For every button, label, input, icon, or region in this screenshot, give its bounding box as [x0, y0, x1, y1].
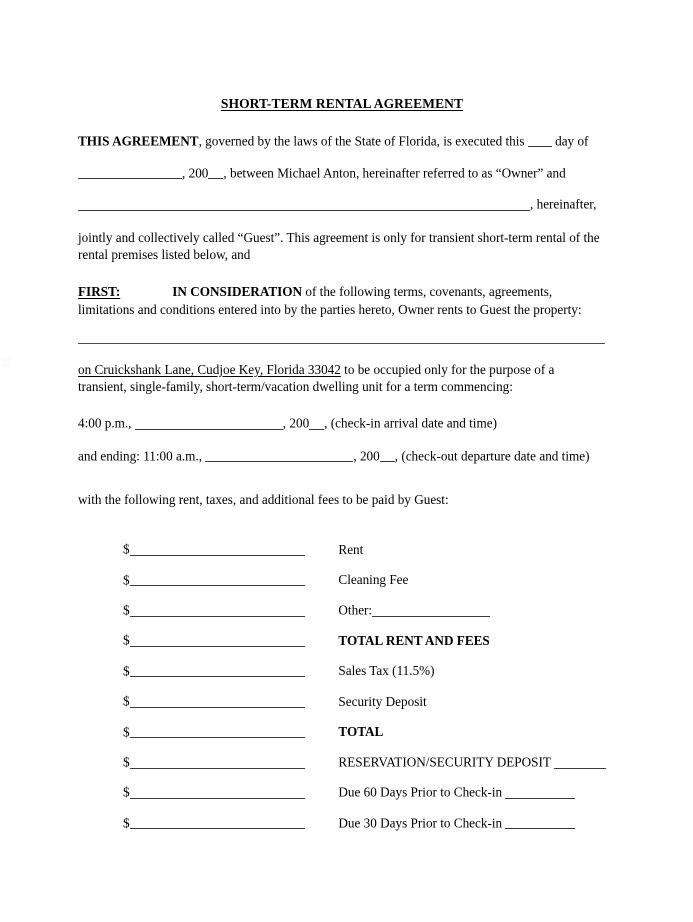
- checkout-mid: , 200: [353, 448, 380, 464]
- first-clause-label: FIRST:: [78, 284, 121, 300]
- fee-amount-wrap: [123, 542, 338, 556]
- checkin-line: [78, 416, 606, 430]
- checkin-date-blank-field[interactable]: [135, 416, 283, 430]
- fee-table-row: [78, 799, 606, 829]
- fee-label: Security Deposit: [338, 693, 427, 709]
- fee-amount-blank-field[interactable]: [130, 694, 305, 708]
- fee-table-body: [78, 526, 606, 830]
- fee-amount-wrap: [123, 603, 338, 617]
- checkout-line: [78, 449, 606, 463]
- fee-label-cell: [338, 738, 606, 768]
- checkout-prefix: and ending: 11:00 a.m.,: [78, 448, 206, 464]
- fee-label: Due 60 Days Prior to Check-in: [338, 784, 506, 800]
- intro-line-1-text-a: , governed by the laws of the State of Florida, is executed this: [198, 133, 528, 149]
- property-usage-text: to be occupied only for the purpose of a transient, single-family, short-term/vacation dwelling unit for a term commencing:: [78, 361, 555, 394]
- fee-label: Rent: [338, 541, 364, 557]
- fee-label-cell: [338, 769, 606, 799]
- fee-label-cell: [338, 556, 606, 586]
- intro-line-3-text: , hereinafter,: [530, 196, 597, 212]
- currency-symbol: $: [123, 724, 130, 740]
- first-clause-body: of the following terms, covenants, agreements, limitations and conditions entered into by the parties hereto, Owner rents to Guest the property:: [78, 284, 582, 317]
- fee-amount-wrap: [123, 633, 338, 647]
- fee-label: TOTAL RENT AND FEES: [338, 632, 490, 648]
- page-title-text: SHORT-TERM RENTAL AGREEMENT: [220, 96, 464, 111]
- fee-amount-wrap: [123, 694, 338, 708]
- fee-amount-cell: [78, 586, 338, 616]
- fee-amount-blank-field[interactable]: [130, 725, 305, 739]
- fee-amount-blank-field[interactable]: [130, 542, 305, 556]
- intro-line-1-text-b: day of: [551, 133, 589, 149]
- checkout-year-blank-field[interactable]: [380, 449, 395, 463]
- fee-amount-blank-field[interactable]: [130, 785, 305, 799]
- fee-table-row: [78, 586, 606, 616]
- fee-label: Cleaning Fee: [338, 572, 409, 588]
- currency-symbol: $: [123, 541, 130, 557]
- intro-line-2-text-b: , between Michael Anton, hereinafter referred to as “Owner” and: [223, 165, 566, 181]
- fee-amount-blank-field[interactable]: [130, 633, 305, 647]
- guest-definition-paragraph: jointly and collectively called “Guest”. This agreement is only for transient short-term rental of the rental premises listed below, and: [78, 230, 600, 263]
- currency-symbol: $: [123, 572, 130, 588]
- currency-symbol: $: [123, 815, 130, 831]
- currency-symbol: $: [123, 754, 130, 770]
- currency-symbol: $: [123, 784, 130, 800]
- currency-symbol: $: [123, 663, 130, 679]
- currency-symbol: $: [123, 632, 130, 648]
- fee-amount-cell: [78, 708, 338, 738]
- fee-amount-wrap: [123, 664, 338, 678]
- in-consideration-label: IN CONSIDERATION: [172, 284, 303, 300]
- fee-label-blank-field[interactable]: [372, 603, 490, 617]
- property-paragraph: [78, 361, 606, 395]
- fee-label: Other:: [338, 602, 373, 618]
- year-blank-field[interactable]: [208, 166, 223, 180]
- fee-amount-wrap: [123, 573, 338, 587]
- fee-label-cell: [338, 647, 606, 677]
- fee-amount-cell: [78, 647, 338, 677]
- fee-table-row: [78, 678, 606, 708]
- fee-label: TOTAL: [338, 724, 384, 740]
- fee-amount-wrap: [123, 755, 338, 769]
- fee-amount-cell: [78, 526, 338, 556]
- document-body: [78, 0, 606, 830]
- fee-label-cell: [338, 708, 606, 738]
- checkin-prefix: 4:00 p.m.,: [78, 415, 135, 431]
- intro-line-3: [78, 197, 606, 211]
- fee-table-row: [78, 708, 606, 738]
- fee-schedule-table: [78, 526, 606, 830]
- fee-label-blank-field[interactable]: [505, 785, 575, 799]
- fee-label: Sales Tax (11.5%): [338, 663, 435, 679]
- intro-line-1: [78, 134, 606, 148]
- currency-symbol: $: [123, 693, 130, 709]
- fee-label-blank-field[interactable]: [505, 816, 575, 830]
- fee-amount-blank-field[interactable]: [130, 573, 305, 587]
- checkout-suffix: , (check-out departure date and time): [394, 448, 590, 464]
- fee-amount-wrap: [123, 785, 338, 799]
- currency-symbol: $: [123, 602, 130, 618]
- this-agreement-label: THIS AGREEMENT: [78, 133, 199, 149]
- fee-table-row: [78, 769, 606, 799]
- month-blank-field[interactable]: [78, 166, 182, 180]
- fee-label: Due 30 Days Prior to Check-in: [338, 815, 506, 831]
- fee-table-row: [78, 738, 606, 768]
- intro-paragraph: [78, 134, 606, 211]
- checkin-mid: , 200: [282, 415, 310, 431]
- fee-table-row: [78, 647, 606, 677]
- fee-amount-cell: [78, 799, 338, 829]
- fee-amount-blank-field[interactable]: [130, 603, 305, 617]
- day-blank-field[interactable]: [528, 134, 552, 148]
- intro-line-2-text-a: , 200: [182, 165, 209, 181]
- fee-amount-wrap: [123, 816, 338, 830]
- fee-label-blank-field[interactable]: [554, 755, 606, 769]
- fee-amount-cell: [78, 769, 338, 799]
- fee-label-cell: [338, 678, 606, 708]
- checkout-date-blank-field[interactable]: [205, 449, 353, 463]
- property-address: on Cruickshank Lane, Cudjoe Key, Florida 33042: [78, 361, 341, 377]
- fees-intro-paragraph: with the following rent, taxes, and additional fees to be paid by Guest:: [78, 492, 449, 508]
- fee-table-row: [78, 526, 606, 556]
- guest-name-blank-field[interactable]: [78, 197, 530, 211]
- fee-amount-cell: [78, 738, 338, 768]
- first-clause-paragraph: [78, 283, 606, 317]
- fee-label-cell: [338, 799, 606, 829]
- page-title: [78, 0, 606, 112]
- fee-amount-blank-field[interactable]: [130, 755, 305, 769]
- fee-amount-cell: [78, 678, 338, 708]
- term-dates-block: [78, 416, 606, 462]
- fee-label-cell: [338, 586, 606, 616]
- checkin-year-blank-field[interactable]: [309, 416, 324, 430]
- fee-amount-wrap: [123, 725, 338, 739]
- fee-amount-cell: [78, 556, 338, 586]
- fee-table-row: [78, 617, 606, 647]
- fee-table-row: [78, 556, 606, 586]
- fee-label-cell: [338, 617, 606, 647]
- fee-amount-blank-field[interactable]: [130, 816, 305, 830]
- checkin-suffix: , (check-in arrival date and time): [324, 415, 497, 431]
- intro-line-2: [78, 166, 606, 180]
- scan-artifact: [2, 358, 11, 367]
- fee-amount-cell: [78, 617, 338, 647]
- property-blank-rule[interactable]: [78, 343, 605, 344]
- fee-label: RESERVATION/SECURITY DEPOSIT: [338, 754, 554, 770]
- fee-label-cell: [338, 526, 606, 556]
- fee-amount-blank-field[interactable]: [130, 664, 305, 678]
